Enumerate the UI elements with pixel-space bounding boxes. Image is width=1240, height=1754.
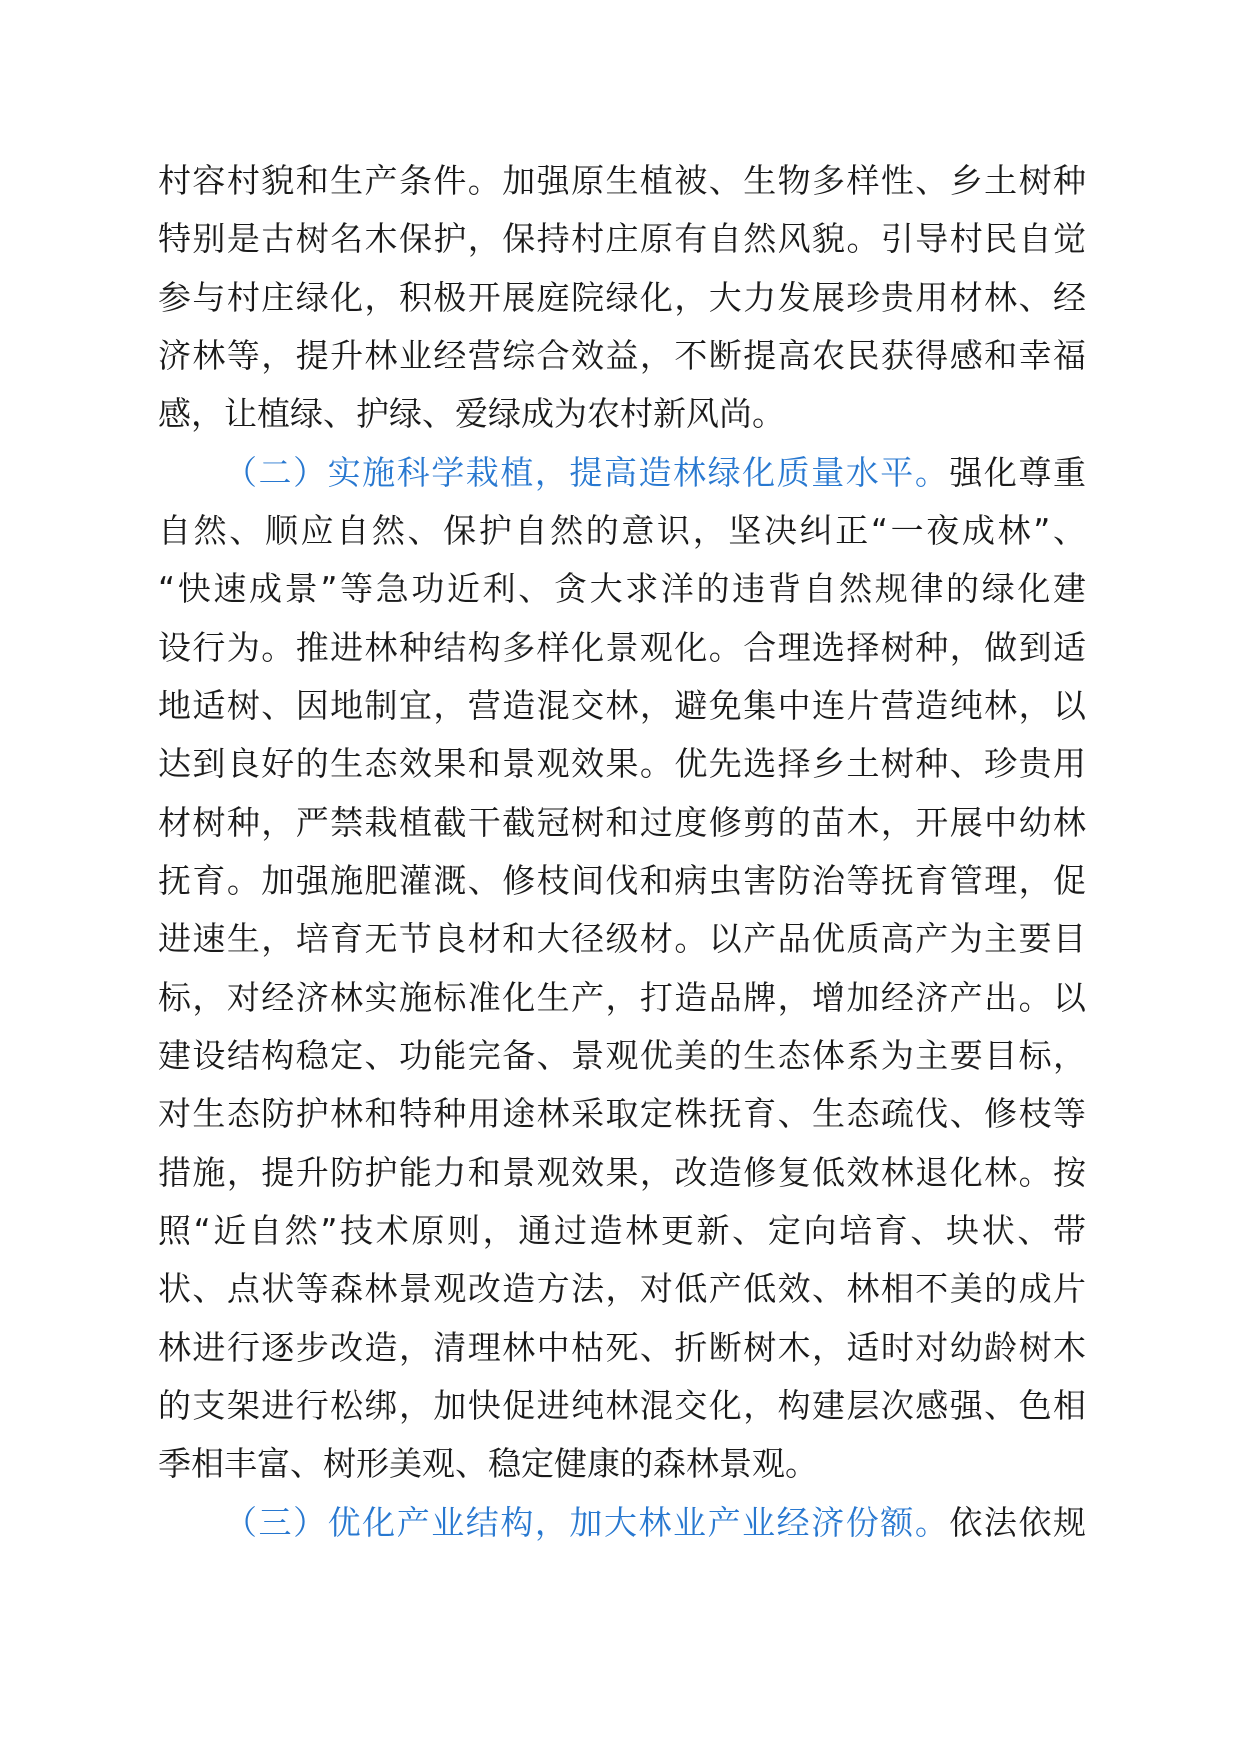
- text-line: 特别是古树名木保护，保持村庄原有自然风貌。引导村民自觉: [158, 219, 1086, 259]
- text-line: 地适树、因地制宜，营造混交林，避免集中连片营造纯林，以: [158, 685, 1086, 725]
- text-line: 设行为。推进林种结构多样化景观化。合理选择树种，做到适: [158, 627, 1086, 667]
- text-line: 季相丰富、树形美观、稳定健康的森林景观。: [158, 1444, 818, 1484]
- text-line: 进速生，培育无节良材和大径级材。以产品优质高产为主要目: [158, 919, 1086, 959]
- text-line: 材树种，严禁栽植截干截冠树和过度修剪的苗木，开展中幼林: [158, 802, 1086, 842]
- text-line: 自然、顺应自然、保护自然的意识，坚决纠正“一夜成林”、: [158, 510, 1086, 550]
- text-line: 对生态防护林和特种用途林采取定株抚育、生态疏伐、修枝等: [158, 1094, 1086, 1134]
- text-line: [158, 1494, 1086, 1552]
- text-line: 达到良好的生态效果和景观效果。优先选择乡土树种、珍贵用: [158, 744, 1086, 784]
- text-line: 状、点状等森林景观改造方法，对低产低效、林相不美的成片: [158, 1269, 1086, 1309]
- section-heading: （三）优化产业结构，加大林业产业经济份额。: [224, 1502, 950, 1542]
- document-body: [158, 152, 1086, 1552]
- text-line: 林进行逐步改造，清理林中枯死、折断树木，适时对幼龄树木: [158, 1327, 1086, 1367]
- text-line-segment: 强化尊重: [949, 452, 1086, 492]
- text-line: 参与村庄绿化，积极开展庭院绿化，大力发展珍贵用材林、经: [158, 277, 1086, 317]
- text-line: 措施，提升防护能力和景观效果，改造修复低效林退化林。按: [158, 1152, 1086, 1192]
- text-line: 抚育。加强施肥灌溉、修枝间伐和病虫害防治等抚育管理，促: [158, 860, 1086, 900]
- paragraph: [158, 152, 1086, 444]
- text-line: “快速成景”等急功近利、贪大求洋的违背自然规律的绿化建: [158, 569, 1086, 609]
- text-line: 村容村貌和生产条件。加强原生植被、生物多样性、乡土树种: [158, 161, 1086, 200]
- text-line: 感，让植绿、护绿、爱绿成为农村新风尚。: [158, 394, 785, 434]
- text-line: 照“近自然”技术原则，通过造林更新、定向培育、块状、带: [158, 1210, 1086, 1250]
- paragraph: [158, 1494, 1086, 1552]
- text-line: 的支架进行松绑，加快促进纯林混交化，构建层次感强、色相: [158, 1385, 1086, 1425]
- text-line-segment: 依法依规: [949, 1502, 1086, 1542]
- paragraph: [158, 444, 1086, 1494]
- text-line: [158, 444, 1086, 502]
- text-line: 标，对经济林实施标准化生产，打造品牌，增加经济产出。以: [158, 977, 1086, 1017]
- text-line: 济林等，提升林业经营综合效益，不断提高农民获得感和幸福: [158, 335, 1086, 375]
- section-heading: （二）实施科学栽植，提高造林绿化质量水平。: [224, 452, 950, 492]
- text-line: 建设结构稳定、功能完备、景观优美的生态体系为主要目标，: [158, 1035, 1086, 1075]
